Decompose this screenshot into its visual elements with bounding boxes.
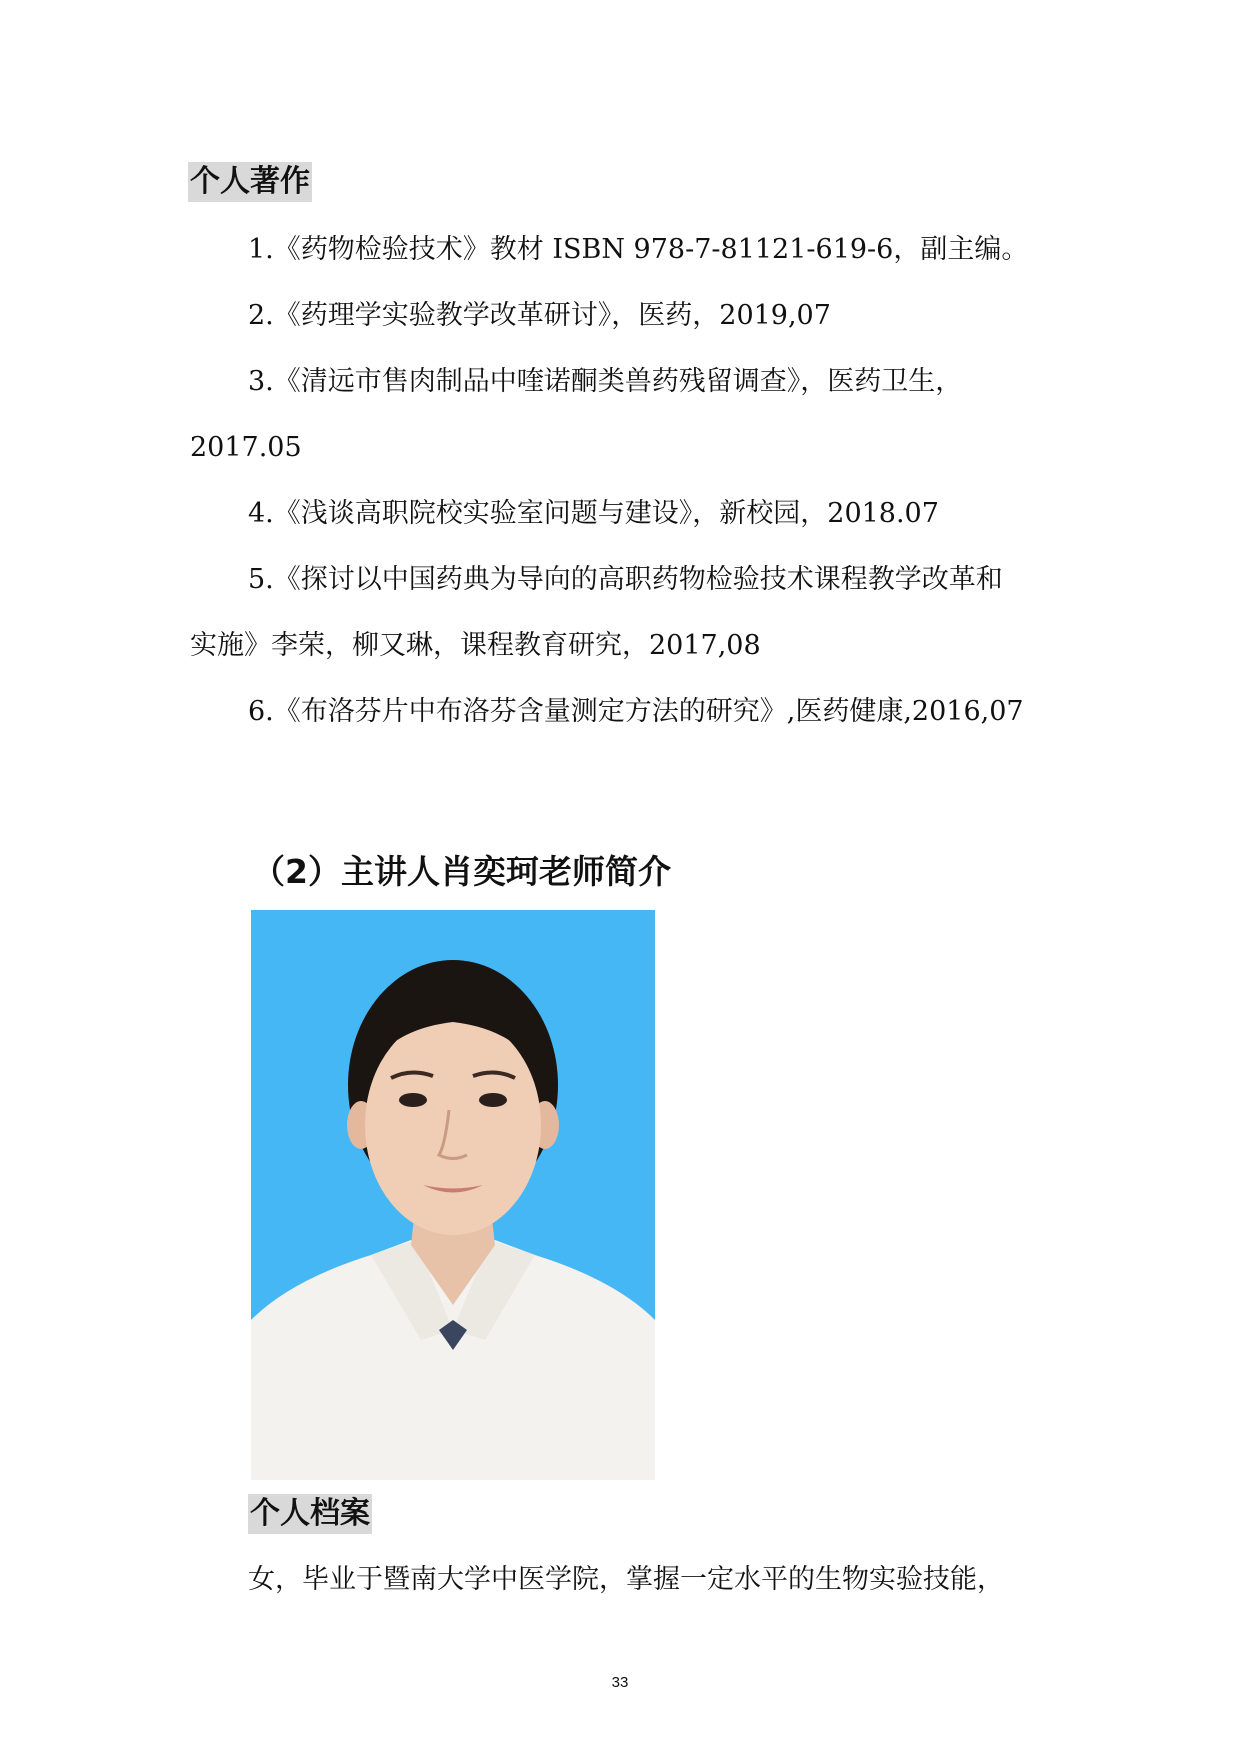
profile-heading: 个人档案 [248,1494,372,1534]
lecturer-section-title: （2）主讲人肖奕珂老师简介 [252,852,671,891]
profile-text: 女，毕业于暨南大学中医学院，掌握一定水平的生物实验技能， [248,1564,1004,1595]
work-item-5-continued: 实施》李荣，柳又琳，课程教育研究，2017,08 [190,630,761,661]
lecturer-portrait-photo [251,910,655,1480]
work-item-6: 6.《布洛芬片中布洛芬含量测定方法的研究》,医药健康,2016,07 [248,696,1024,727]
work-item-3-continued: 2017.05 [190,432,302,463]
works-heading: 个人著作 [188,162,312,202]
face [365,1015,541,1235]
work-item-1: 1.《药物检验技术》教材 ISBN 978-7-81121-619-6，副主编。 [248,234,1029,265]
work-item-5: 5.《探讨以中国药典为导向的高职药物检验技术课程教学改革和 [248,564,1003,595]
work-item-3: 3.《清远市售肉制品中喹诺酮类兽药残留调查》，医药卫生， [248,366,963,397]
work-item-4: 4.《浅谈高职院校实验室问题与建设》，新校园，2018.07 [248,498,939,529]
work-item-2: 2.《药理学实验教学改革研讨》，医药，2019,07 [248,300,831,331]
page-number: 33 [611,1674,629,1691]
